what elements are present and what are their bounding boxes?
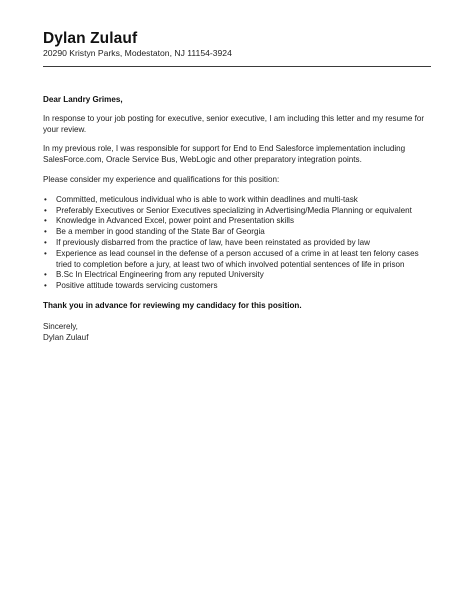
intro-paragraph: In response to your job posting for executive, senior executive, I am including this letter and my resume for your review. [43, 113, 425, 134]
bullet-icon: • [44, 248, 47, 258]
closing-statement: Thank you in advance for reviewing my candidacy for this position. [43, 300, 302, 310]
list-item-text: B.Sc In Electrical Engineering from any reputed University [56, 270, 264, 280]
list-item [43, 238, 433, 249]
salutation: Dear Landry Grimes, [43, 95, 123, 104]
bullet-icon: • [44, 205, 47, 215]
list-item [43, 206, 433, 217]
list-item-text: Preferably Executives or Senior Executives specializing in Advertising/Media Planning or equivalent [56, 205, 412, 215]
sender-address: 20290 Kristyn Parks, Modestaton, NJ 11154-3924 [43, 48, 232, 58]
qualifications-list [43, 195, 433, 292]
bullet-icon: • [44, 281, 47, 291]
signoff: Sincerely, [43, 321, 78, 331]
list-item-text: Experience as lead counsel in the defense of a person accused of a crime in at least ten felony cases tried to completion before a jury, at least two of which involved potential sentences of life in prison [56, 248, 419, 269]
bullet-icon: • [44, 216, 47, 226]
letter-body [43, 95, 433, 343]
bullet-icon: • [44, 194, 47, 204]
list-item [43, 195, 433, 206]
qualifications-intro: Please consider my experience and qualifications for this position: [43, 174, 280, 184]
list-item [43, 216, 433, 227]
signature-name: Dylan Zulauf [43, 332, 89, 342]
list-item-text: Knowledge in Advanced Excel, power point and Presentation skills [56, 216, 295, 226]
list-item [43, 281, 433, 292]
list-item-text: Positive attitude towards servicing customers [56, 281, 218, 291]
list-item [43, 249, 433, 271]
experience-paragraph: In my previous role, I was responsible for support for End to End Salesforce implementation including SalesForce.com, Oracle Service Bus, WebLogic and other preparatory integration points. [43, 144, 406, 165]
sender-name: Dylan Zulauf [43, 30, 138, 47]
bullet-icon: • [44, 237, 47, 247]
list-item [43, 270, 433, 281]
list-item [43, 227, 433, 238]
list-item-text: If previously disbarred from the practice of law, have been reinstated as provided by law [56, 237, 371, 247]
list-item-text: Be a member in good standing of the State Bar of Georgia [56, 227, 265, 237]
list-item-text: Committed, meticulous individual who is able to work within deadlines and multi-task [56, 194, 358, 204]
bullet-icon: • [44, 227, 47, 237]
bullet-icon: • [44, 270, 47, 280]
header-divider [43, 66, 431, 67]
